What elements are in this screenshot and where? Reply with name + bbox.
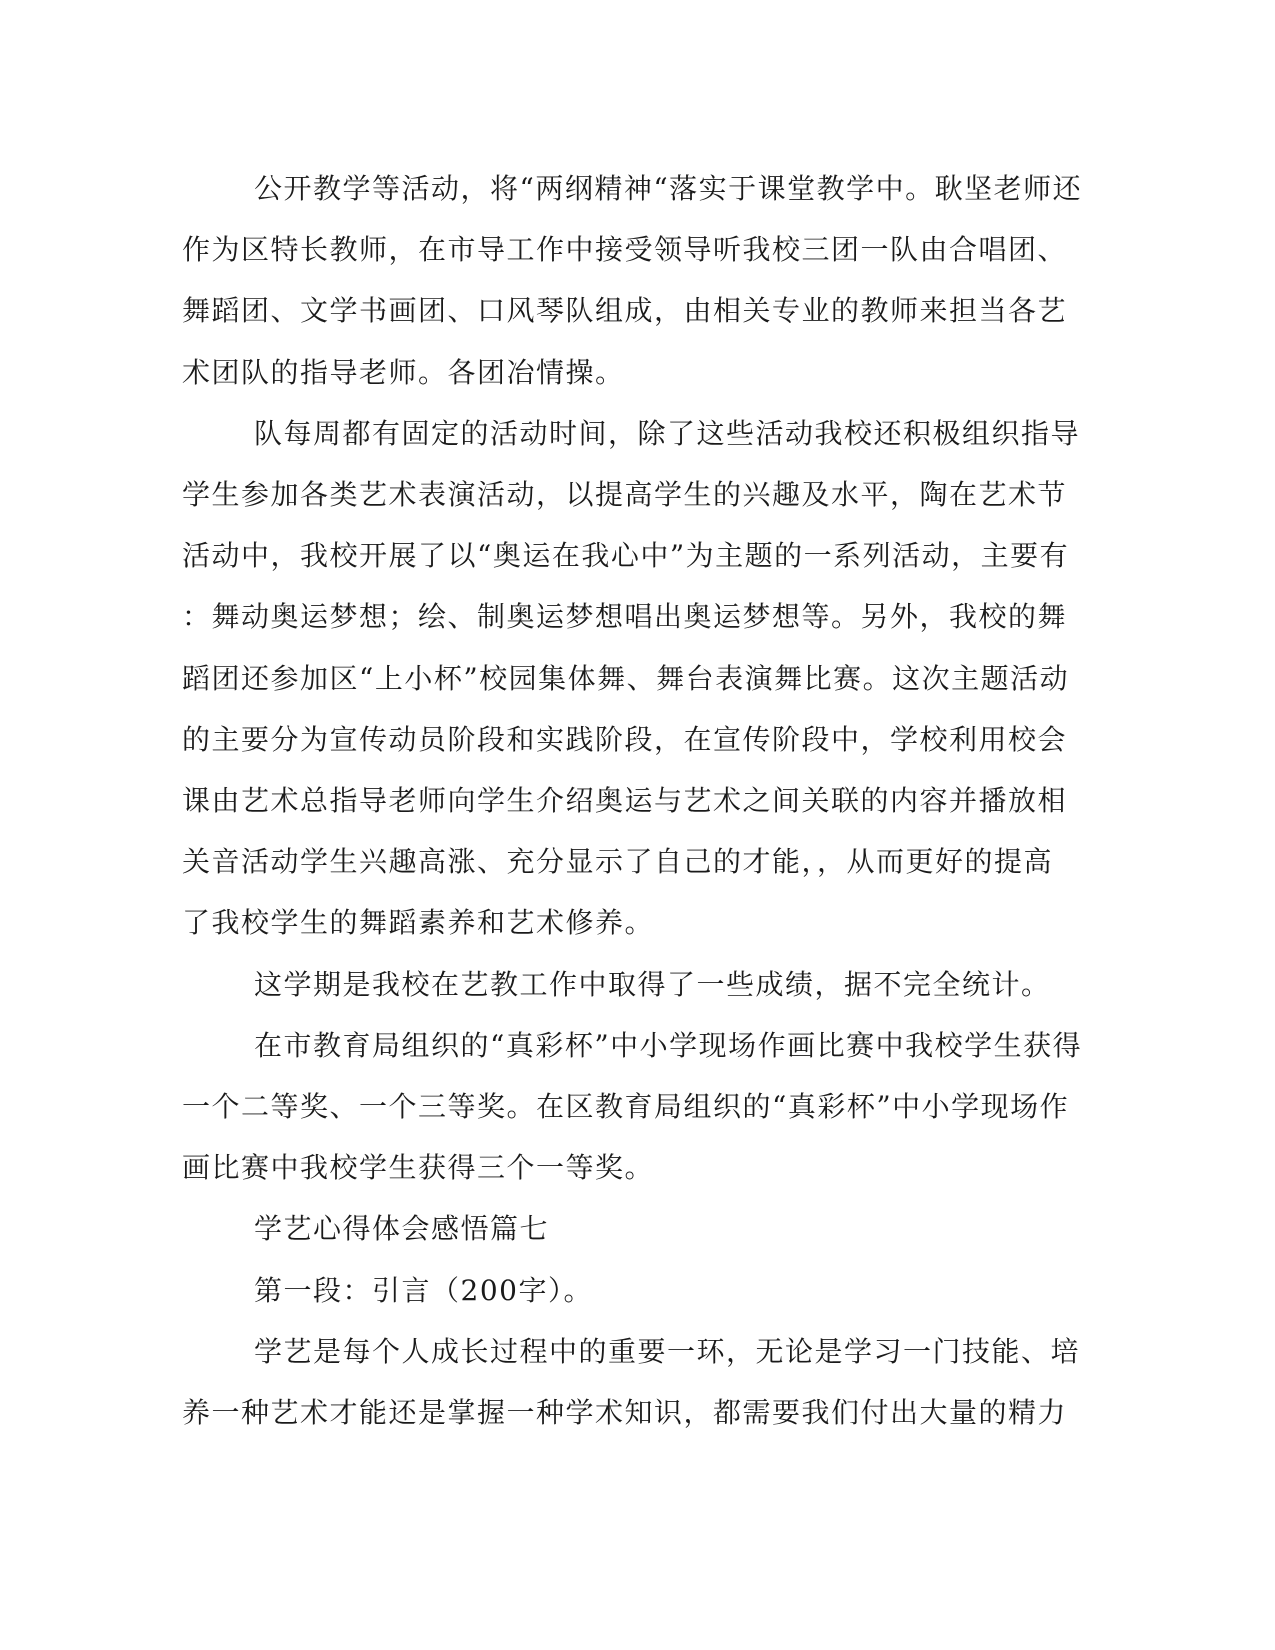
heading-text: 第一段：引言（200字）。 [254,1273,593,1307]
text-line: 这学期是我校在艺教工作中取得了一些成绩，据不完全统计。 [254,967,1051,1001]
text-line: 作为区特长教师，在市导工作中接受领导听我校三团一队由合唱团、 [182,233,1068,267]
text-line: 舞蹈团、文学书画团、口风琴队组成，由相关专业的教师来担当各艺 [182,294,1068,328]
document-body [182,158,1083,1443]
text-line: ：舞动奥运梦想；绘、制奥运梦想唱出奥运梦想等。另外，我校的舞 [182,600,1068,634]
text-line: 学生参加各类艺术表演活动，以提高学生的兴趣及水平，陶在艺术节 [182,478,1068,512]
paragraph-1 [182,158,1083,403]
text-line: 一个二等奖、一个三等奖。在区教育局组织的“真彩杯”中小学现场作 [182,1090,1070,1124]
subsection-heading [182,1260,1032,1321]
text-line: 公开教学等活动，将“两纲精神“落实于课堂教学中。耿坚老师还 [254,172,1083,205]
paragraph-2 [182,403,1081,954]
heading-text: 学艺心得体会感悟篇七 [254,1212,550,1246]
text-line: 的主要分为宣传动员阶段和实践阶段，在宣传阶段中，学校利用校会 [182,722,1068,756]
paragraph-4 [182,1015,1083,1199]
text-line: 在市教育局组织的“真彩杯”中小学现场作画比赛中我校学生获得 [254,1028,1083,1062]
text-line: 队每周都有固定的活动时间，除了这些活动我校还积极组织指导 [254,416,1081,450]
text-line: 课由艺术总指导老师向学生介绍奥运与艺术之间关联的内容并播放相 [182,784,1068,818]
paragraph-3 [182,954,1051,1015]
paragraph-5 [182,1321,1081,1443]
text-line: 学艺是每个人成长过程中的重要一环，无论是学习一门技能、培 [254,1334,1081,1368]
text-line: 术团队的指导老师。各团冶情操。 [182,355,625,389]
text-line: 蹈团还参加区“上小杯”校园集体舞、舞台表演舞比赛。这次主题活动 [182,661,1070,695]
text-line: 活动中，我校开展了以“奥运在我心中”为主题的一系列活动，主要有 [182,539,1070,573]
text-line: 画比赛中我校学生获得三个一等奖。 [182,1151,655,1185]
text-line: 关音活动学生兴趣高涨、充分显示了自己的才能，，从而更好的提高 [182,845,1054,879]
text-line: 养一种艺术才能还是掌握一种学术知识，都需要我们付出大量的精力 [182,1396,1068,1430]
section-heading [182,1198,1032,1259]
text-line: 了我校学生的舞蹈素养和艺术修养。 [182,906,655,940]
